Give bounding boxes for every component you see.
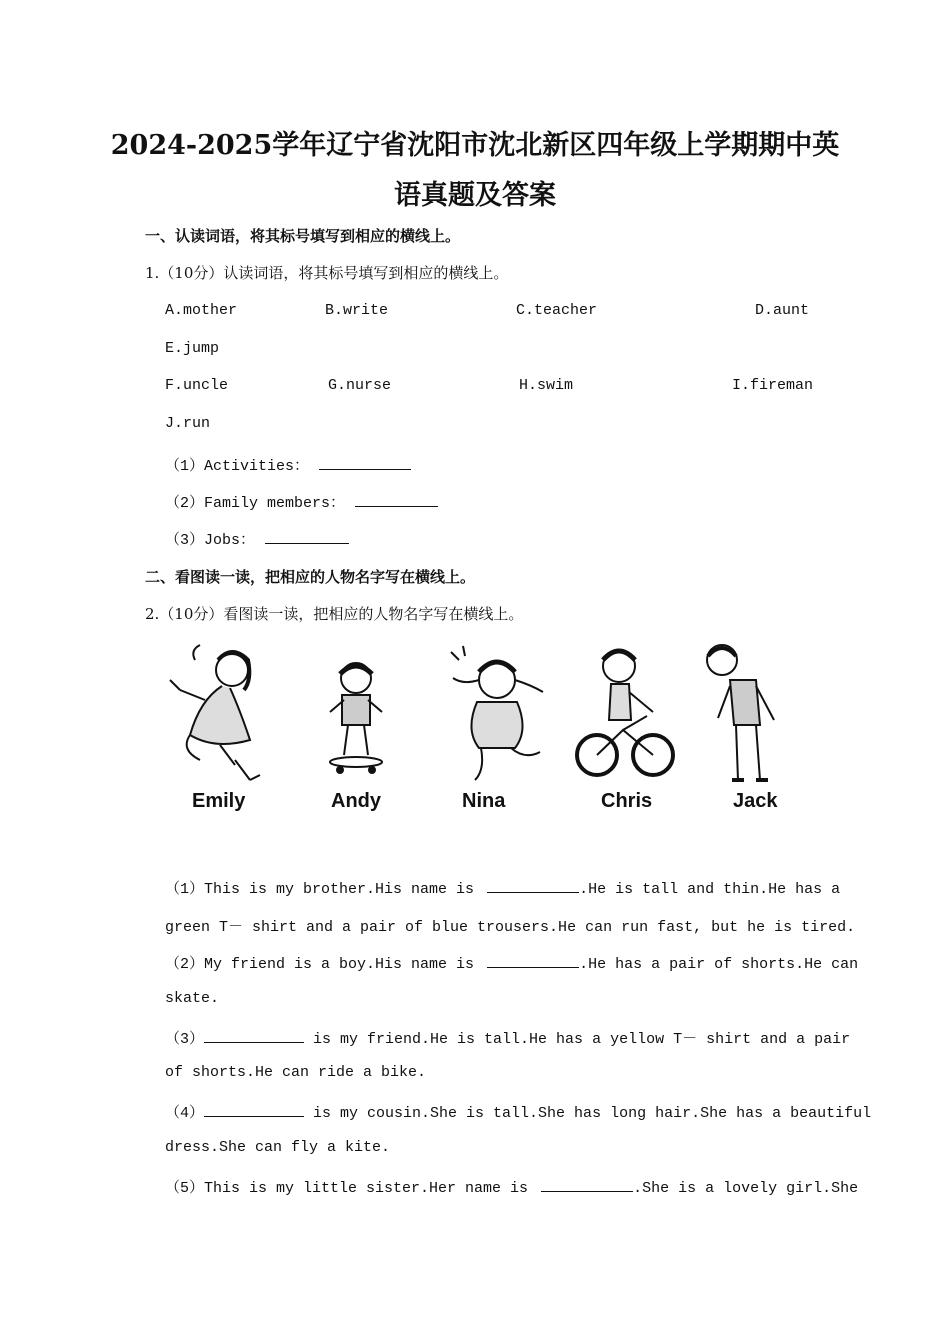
page-title-line1: 2024-2025学年辽宁省沈阳市沈北新区四年级上学期期中英 xyxy=(110,130,840,161)
sentence-2-part-b: .He has a pair of shorts.He can xyxy=(579,956,859,973)
section1-heading: 一、认读词语，将其标号填写到相应的横线上。 xyxy=(145,227,461,245)
activities-blank[interactable] xyxy=(319,455,411,470)
page-title-line2: 语真题及答案 xyxy=(394,180,556,211)
option-d: D.aunt xyxy=(755,302,810,319)
option-g: G.nurse xyxy=(328,377,392,394)
sentence-5-part-a: （5）This is my little sister.Her name is xyxy=(165,1180,538,1197)
sentence-2-line1 xyxy=(165,952,858,973)
option-j: J.run xyxy=(165,415,211,432)
sentence-3-line1 xyxy=(165,1027,850,1048)
sentence-1-part-a: （1）This is my brother.His name is xyxy=(165,881,484,898)
item-activities xyxy=(165,454,411,475)
sentence-3-part-b: is my friend.He is tall.He has a yellow T－ shirt and a pair xyxy=(304,1031,851,1048)
sentence-1-part-b: .He is tall and thin.He has a xyxy=(579,881,841,898)
name-andy: Andy xyxy=(331,790,381,812)
option-e: E.jump xyxy=(165,340,220,357)
chris-illustration xyxy=(575,640,675,790)
sentence-2-line2: skate. xyxy=(165,990,220,1007)
sentence-1-line1 xyxy=(165,877,840,898)
blank-1[interactable] xyxy=(487,878,579,893)
sentence-5-line1 xyxy=(165,1176,858,1197)
blank-2[interactable] xyxy=(487,953,579,968)
option-a: A.mother xyxy=(165,302,238,319)
item-family-label: （2）Family members： xyxy=(165,495,346,512)
sentence-3-part-a: （3） xyxy=(165,1031,205,1048)
blank-3[interactable] xyxy=(204,1028,304,1043)
option-h: H.swim xyxy=(519,377,574,394)
blank-4[interactable] xyxy=(204,1102,304,1117)
item-jobs xyxy=(165,528,349,549)
jobs-blank[interactable] xyxy=(265,529,349,544)
option-c: C.teacher xyxy=(516,302,598,319)
name-chris: Chris xyxy=(601,790,653,812)
sentence-2-part-a: （2）My friend is a boy.His name is xyxy=(165,956,484,973)
section2-heading: 二、看图读一读，把相应的人物名字写在横线上。 xyxy=(145,568,476,586)
andy-illustration xyxy=(318,640,398,790)
option-b: B.write xyxy=(325,302,389,319)
question1-text: 1.（10分）认读词语，将其标号填写到相应的横线上。 xyxy=(145,264,509,282)
emily-illustration xyxy=(160,640,270,790)
sentence-4-line1 xyxy=(165,1101,871,1122)
option-f: F.uncle xyxy=(165,377,229,394)
sentence-4-part-a: （4） xyxy=(165,1105,205,1122)
character-pictures xyxy=(160,640,820,830)
sentence-5-part-b: .She is a lovely girl.She xyxy=(633,1180,859,1197)
name-jack: Jack xyxy=(733,790,778,812)
nina-illustration xyxy=(445,640,555,790)
family-blank[interactable] xyxy=(355,492,438,507)
name-emily: Emily xyxy=(192,790,246,812)
item-family-members xyxy=(165,491,438,512)
blank-5[interactable] xyxy=(541,1177,633,1192)
item-activities-label: （1）Activities： xyxy=(165,458,310,475)
question2-text: 2.（10分）看图读一读，把相应的人物名字写在横线上。 xyxy=(145,605,524,623)
sentence-3-line2: of shorts.He can ride a bike. xyxy=(165,1064,427,1081)
sentence-1-line2: green T－ shirt and a pair of blue trousers.He can run fast, but he is tired. xyxy=(165,919,856,936)
item-jobs-label: （3）Jobs： xyxy=(165,532,256,549)
name-nina: Nina xyxy=(462,790,506,812)
jack-illustration xyxy=(700,640,790,790)
option-i: I.fireman xyxy=(732,377,814,394)
sentence-4-part-b: is my cousin.She is tall.She has long hair.She has a beautiful xyxy=(304,1105,872,1122)
sentence-4-line2: dress.She can fly a kite. xyxy=(165,1139,391,1156)
